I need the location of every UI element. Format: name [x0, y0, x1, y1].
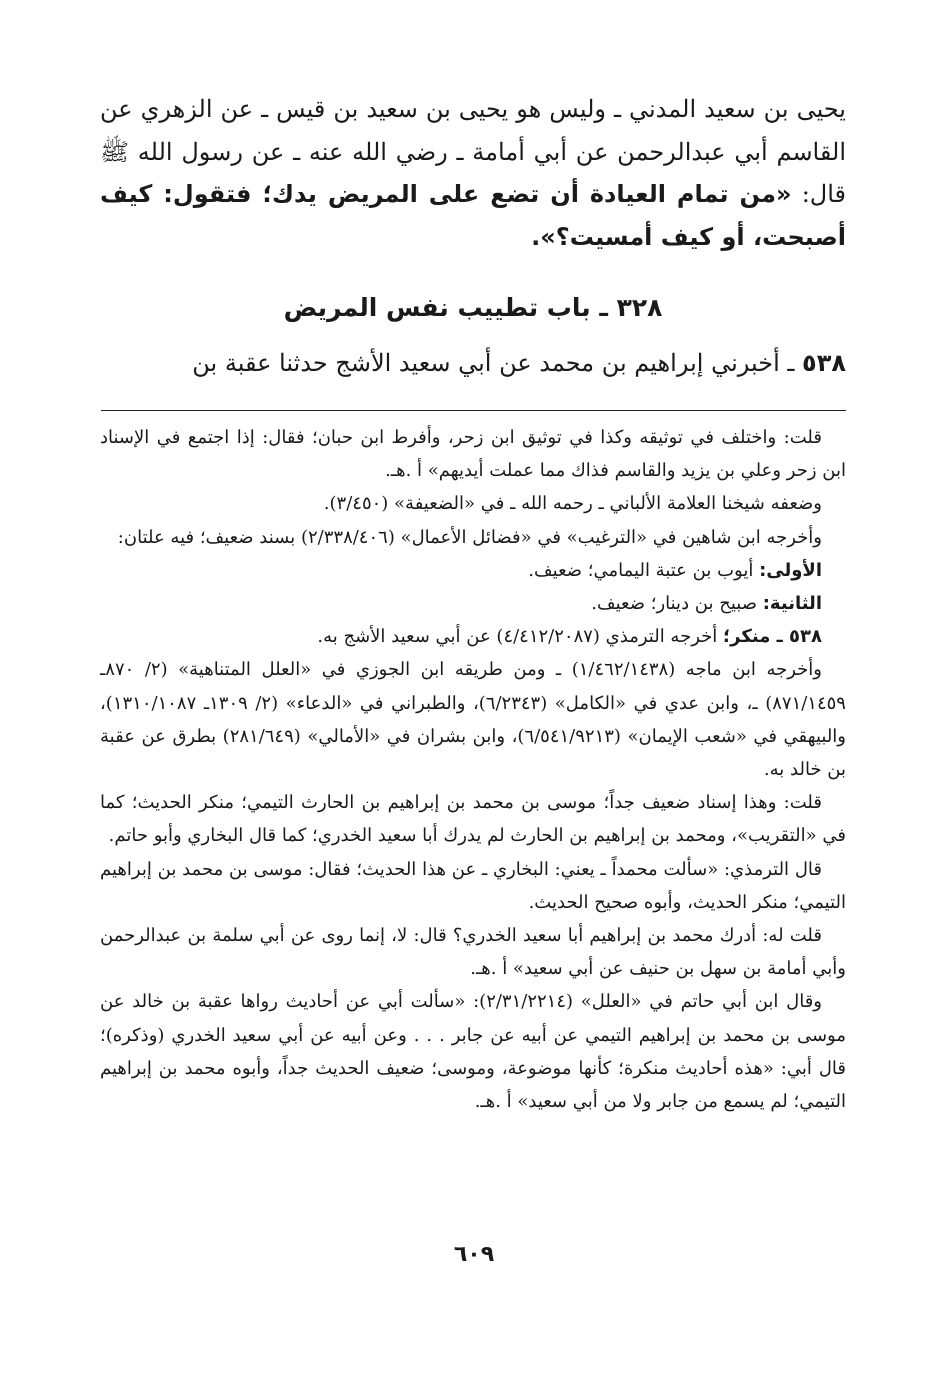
footnote-paragraph	[100, 919, 846, 985]
footnote-label: الثانية:	[762, 593, 822, 615]
footnote-paragraph	[100, 653, 846, 786]
next-hadith-opening	[100, 342, 846, 384]
footnote-separator	[101, 410, 846, 411]
footnote-paragraph	[100, 853, 846, 919]
footnote-paragraph	[100, 421, 846, 487]
footnote-text: وأخرجه ابن ماجه (١/٤٦٢/١٤٣٨) ـ ومن طريقه ابن الجوزي في «العلل المتناهية» (٢/ ٨٧٠ـ ٨٧١/١٤٥٩) ـ، وابن عدي في «الكامل» (٦/٢٣٤٣)، والطبراني في «الدعاء» (٢/ ١٣٠٩ـ ١٣١٠/١٠٨٧)، والبيهقي في «شعب الإيمان» (٦/٥٤١/٩٢١٣)، وابن بشران في «الأمالي» (٢٨١/٦٤٩) بطرق عن عقبة بن خالد به.	[100, 659, 846, 781]
hadith-quote: «من تمام العيادة أن تضع على المريض يدك؛ فتقول: كيف أصبحت، أو كيف أمسيت؟».	[100, 180, 846, 251]
footnote-paragraph	[100, 554, 846, 587]
footnote-paragraph	[100, 620, 846, 653]
page-content	[100, 88, 846, 1118]
footnote-paragraph	[100, 487, 846, 520]
footnote-paragraph	[100, 521, 846, 554]
footnote-paragraph	[100, 786, 846, 852]
footnotes	[100, 421, 846, 1118]
main-line-2: عن القاسم أبي عبدالرحمن عن أبي أمامة ـ رضي الله عنه ـ عن	[100, 95, 846, 166]
footnote-text: أيوب بن عتبة اليمامي؛ ضعيف.	[528, 559, 760, 581]
footnote-text: قال الترمذي: «سألت محمداً ـ يعني: البخاري ـ عن هذا الحديث؛ فقال: موسى بن محمد بن إبراهيم التيمي؛ منكر الحديث، وأبوه صحيح الحديث.	[100, 858, 846, 913]
footnote-text: وأخرجه ابن شاهين في «الترغيب» في «فضائل الأعمال» (٢/٣٣٨/٤٠٦) بسند ضعيف؛ فيه علتان:	[117, 526, 822, 548]
footnote-text: وضعفه شيخنا العلامة الألباني ـ رحمه الله ـ في «الضعيفة» (٣/٤٥٠).	[323, 493, 822, 515]
hadith-number: ٥٣٨	[802, 349, 846, 377]
main-line-3: رسول الله ﷺ قال:	[100, 137, 846, 208]
footnote-text: قلت: وهذا إسناد ضعيف جداً؛ موسى بن محمد بن إبراهيم بن الحارث التيمي؛ منكر الحديث؛ كما في «التقريب»، ومحمد بن إبراهيم بن الحارث لم يدرك أبا سعيد الخدري؛ كما قال البخاري وأبو حاتم.	[100, 792, 846, 847]
footnote-paragraph	[100, 587, 846, 620]
chapter-heading: ٣٢٨ ـ باب تطييب نفس المريض	[283, 293, 663, 322]
footnote-text: وقال ابن أبي حاتم في «العلل» (٢/٣١/٢٢١٤): «سألت أبي عن أحاديث رواها عقبة بن خالد عن موسى بن محمد بن إبراهيم التيمي عن أبيه عن جابر . . . وعن أبيه عن أبي سعيد الخدري (وذكره)؛ قال أبي: «هذه أحاديث منكرة؛ كأنها موضوعة، وموسى؛ ضعيف الحديث جداً، وأبوه محمد بن إبراهيم التيمي؛ لم يسمع من جابر ولا من أبي سعيد» أ .هـ.	[100, 991, 846, 1113]
footnote-text: أخرجه الترمذي (٤/٤١٢/٢٠٨٧) عن أبي سعيد الأشج به.	[317, 626, 723, 648]
footnote-label: الأولى:	[759, 559, 822, 581]
page-number: ٦٠٩	[453, 1242, 495, 1267]
footnote-paragraph	[100, 985, 846, 1118]
main-text-block	[100, 88, 846, 258]
main-line-1: يحيى بن سعيد المدني ـ وليس هو يحيى بن سعيد بن قيس ـ عن الزهري	[140, 95, 846, 123]
hadith-opening-text: ـ أخبرني إبراهيم بن محمد عن أبي سعيد الأشج حدثنا عقبة بن	[192, 349, 795, 377]
footnote-text: قلت: واختلف في توثيقه وكذا في توثيق ابن زحر، وأفرط ابن حبان؛ فقال: إذا اجتمع في الإسناد ابن زحر وعلي بن يزيد والقاسم فذاك مما عملت أيديهم» أ .هـ.	[100, 427, 846, 482]
footnote-label: ٥٣٨ ـ منكر؛	[722, 626, 822, 648]
footnote-text: صبيح بن دينار؛ ضعيف.	[591, 593, 763, 615]
footnote-text: قلت له: أدرك محمد بن إبراهيم أبا سعيد الخدري؟ قال: لا، إنما روى عن أبي سلمة بن عبدالرحمن وأبي أمامة بن سهل بن حنيف عن أبي سعيد» أ .هـ.	[100, 925, 846, 980]
